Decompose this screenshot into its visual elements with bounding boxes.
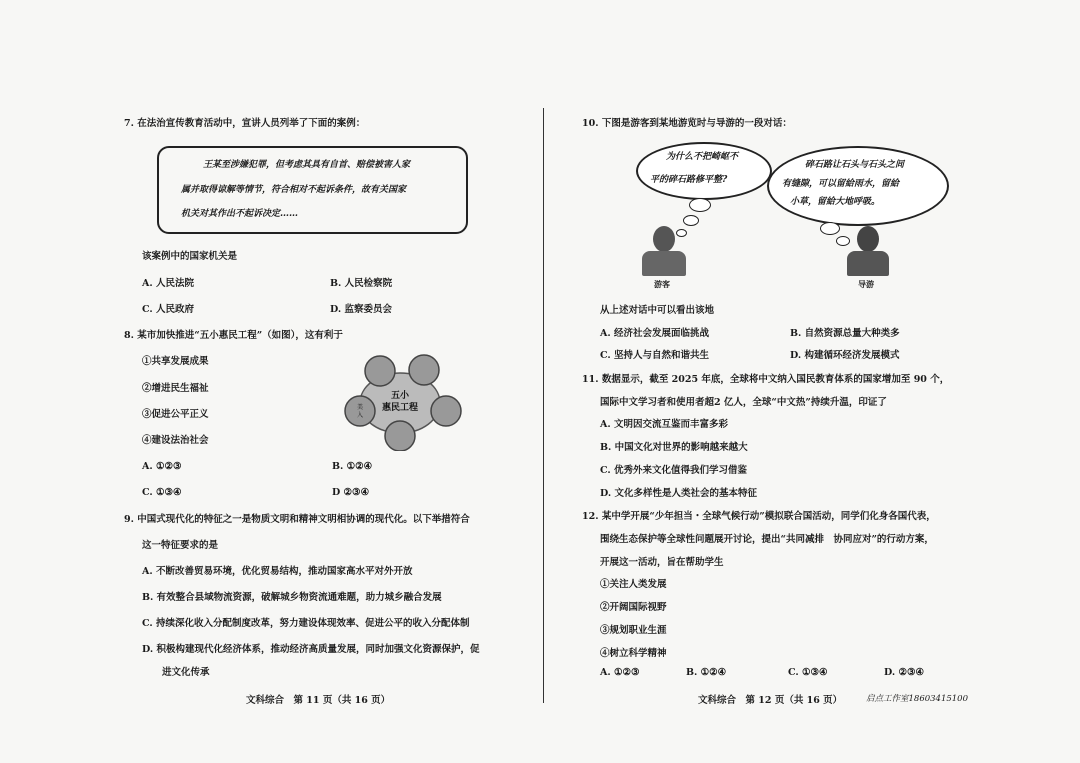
guide-speech-line-2: 有缝隙，可以留給雨水，留給 [782,179,900,189]
q9-option-d-cont: 进文化传承 [162,667,210,678]
q7-case-line-2: 属并取得谅解等情节，符合相对不起诉条件，故有关国家 [181,185,407,195]
q12-item-1: ①关注人类发展 [600,579,667,590]
q11-stem-1: 11. 数据显示，截至 2025 年底，全球将中文纳入国民教育体系的国家增加至 90 个， [582,374,950,385]
q11-option-a: A. 文明因交流互鉴而丰富多彩 [600,419,728,430]
q11-option-b: B. 中国文化对世界的影响越来越大 [600,442,748,453]
tourist-figure [640,224,688,276]
q8-item-2: ②增进民生福祉 [142,383,209,394]
q7-question: 该案例中的国家机关是 [142,251,238,262]
q8-item-1: ①共享发展成果 [142,356,209,367]
q8-stem: 8. 某市加快推进“五小惠民工程”（如图），这有利于 [124,330,343,341]
thought-dot [820,222,840,235]
q8-option-c: C. ①③④ [142,487,182,498]
q7-option-a: A. 人民法院 [142,278,194,289]
diagram-node-1 [365,356,395,386]
q11-option-d: D. 文化多样性是人类社会的基本特征 [600,488,758,499]
diagram-node-3 [431,396,461,426]
tourist-speech-line-1: 为什么不把崎岖不 [666,152,739,162]
q12-option-c: C. ①③④ [788,667,828,678]
q10-option-d: D. 构建循环经济发展模式 [790,350,900,361]
q11-option-c: C. 优秀外来文化值得我们学习借鉴 [600,465,748,476]
q11-stem-2: 国际中文学习者和使用者超2 亿人，全球“中文热”持续升温，印证了 [600,397,887,408]
q7-stem: 7. 在法治宣传教育活动中，宣讲人员列举了下面的案例： [124,118,366,129]
q8-option-b: B. ①②④ [332,461,373,472]
q9-option-d: D. 积极构建现代化经济体系，推动经济高质量发展，同时加强文化资源保护，促 [142,644,480,655]
guide-label: 导游 [858,279,874,289]
tourist-label: 游客 [654,279,670,289]
guide-figure [846,226,890,276]
diagram-node-5 [385,421,415,451]
q7-option-d: D. 监察委员会 [330,304,393,315]
q9-stem-1: 9. 中国式现代化的特征之一是物质文明和精神文明相协调的现代化。以下举措符合 [124,514,470,525]
diagram-center-label-1: 五小 [390,391,410,401]
q7-option-b: B. 人民检察院 [330,278,393,289]
q12-option-b: B. ①②④ [686,667,727,678]
guide-speech-line-1: 碎石路让石头与石头之间 [805,160,905,170]
q12-stem-1: 12. 某中学开展“少年担当・全球气候行动”模拟联合国活动，同学们化身各国代表， [582,511,936,522]
q12-stem-2: 围绕生态保护等全球性问题展开讨论，提出“共同减排 协同应对”的行动方案， [600,534,934,545]
tourist-speech-line-2: 平的碎石路修平整? [650,175,728,185]
q9-option-b: B. 有效整合县域物流资源，破解城乡物资流通难题，助力城乡融合发展 [142,592,442,603]
five-projects-diagram [344,353,462,451]
q8-item-3: ③促进公平正义 [142,409,209,420]
diagram-center-label-2: 惠民工程 [381,403,419,413]
diagram-node-2 [409,355,439,385]
q12-option-a: A. ①②③ [600,667,640,678]
q10-option-b: B. 自然资源总量大种类多 [790,328,900,339]
q12-item-3: ③规划职业生涯 [600,625,667,636]
q7-case-line-1: 王某至涉嫌犯罪，但考虑其具有自首、赔偿被害人家 [203,160,411,170]
q8-option-a: A. ①②③ [142,461,182,472]
column-divider [543,108,544,703]
q9-stem-2: 这一特征要求的是 [142,540,219,551]
q9-option-a: A. 不断改善贸易环境，优化贸易结构，推动国家高水平对外开放 [142,566,413,577]
diagram-node-4 [345,396,375,426]
q10-option-a: A. 经济社会发展面临挑战 [600,328,709,339]
q10-question: 从上述对话中可以看出该地 [600,305,715,316]
q12-option-d: D. ②③④ [884,667,925,678]
q7-case-line-3: 机关对其作出不起诉决定…… [181,209,299,219]
q12-item-4: ④树立科学精神 [600,648,667,659]
svg-text:美: 美 [356,404,364,411]
q8-option-d: D ②③④ [332,487,370,498]
guide-speech-line-3: 小草，留給大地呼吸。 [790,197,881,207]
q10-stem: 10. 下图是游客到某地游览时与导游的一段对话： [582,118,792,129]
q12-stem-3: 开展这一活动，旨在帮助学生 [600,557,724,568]
thought-dot [689,198,711,212]
q7-option-c: C. 人民政府 [142,304,195,315]
tourist-speech-bubble [636,142,772,200]
left-page-footer: 文科综合 第 11 页（共 16 页） [246,695,391,706]
q9-option-c: C. 持续深化收入分配制度改革，努力建设体现效率、促进公平的收入分配体制 [142,618,470,629]
watermark: 启点工作室18603415100 [866,694,968,704]
svg-text:入: 入 [356,412,364,419]
right-page-footer: 文科综合 第 12 页（共 16 页） [698,695,843,706]
q12-item-2: ②开阔国际视野 [600,602,667,613]
q8-item-4: ④建设法治社会 [142,435,209,446]
q10-option-c: C. 坚持人与自然和谐共生 [600,350,710,361]
